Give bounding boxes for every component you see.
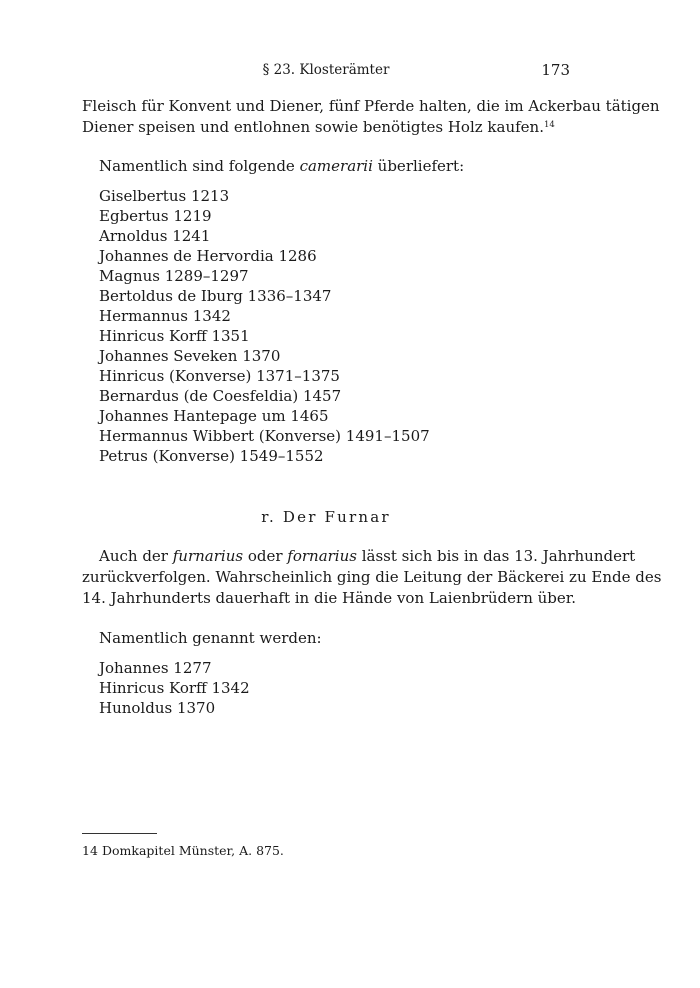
paragraph-line — [82, 546, 636, 567]
list-item: Hunoldus 1370 — [99, 699, 216, 717]
list-item: Hermannus 1342 — [99, 307, 231, 325]
furnar-paragraph — [82, 546, 662, 609]
list-item: Hinricus (Konverse) 1371–1375 — [99, 367, 340, 385]
paragraph-line-text: Auch der — [99, 547, 173, 565]
list-item: Johannes 1277 — [99, 659, 212, 677]
intro-text: überliefert: — [372, 157, 465, 175]
section-heading: r. Der Furnar — [261, 508, 391, 526]
running-title: § 23. Klosterämter — [262, 62, 390, 78]
footnote-text: Domkapitel Münster, A. 875. — [102, 843, 284, 858]
page-number: 173 — [541, 61, 570, 79]
footnote — [82, 843, 284, 858]
list-item: Petrus (Konverse) 1549–1552 — [99, 447, 324, 465]
list-item: Hermannus Wibbert (Konverse) 1491–1507 — [99, 427, 430, 445]
list-item: Egbertus 1219 — [99, 207, 212, 225]
running-header — [82, 62, 570, 82]
list-item: Bertoldus de Iburg 1336–1347 — [99, 287, 332, 305]
paragraph-line: zurückverfolgen. Wahrscheinlich ging die Leitung der Bäckerei zu Ende des — [82, 568, 662, 586]
paragraph-line-text: Diener speisen und entlohnen sowie benötigtes Holz kaufen. — [82, 118, 544, 136]
list-item: Johannes de Hervordia 1286 — [99, 247, 317, 265]
footnote-reference[interactable]: 14 — [543, 120, 555, 130]
camerarii-list — [99, 186, 430, 466]
list-item: Arnoldus 1241 — [99, 227, 211, 245]
furnar-list — [99, 658, 250, 718]
paragraph-line: 14. Jahrhunderts dauerhaft in die Hände von Laienbrüdern über. — [82, 589, 577, 607]
camerarii-intro — [99, 156, 464, 177]
paragraph-line-text: lässt sich bis in das 13. Jahrhundert — [356, 547, 636, 565]
footnote-number: 14 — [82, 843, 98, 858]
list-item: Hinricus Korff 1342 — [99, 679, 250, 697]
list-item: Johannes Hantepage um 1465 — [99, 407, 329, 425]
list-item: Giselbertus 1213 — [99, 187, 230, 205]
list-item: Magnus 1289–1297 — [99, 267, 249, 285]
paragraph-line — [82, 117, 570, 138]
furnar-intro: Namentlich genannt werden: — [99, 629, 322, 647]
intro-text: Namentlich sind folgende — [99, 157, 300, 175]
list-item: Bernardus (de Coesfeldia) 1457 — [99, 387, 342, 405]
paragraph-line: Fleisch für Konvent und Diener, fünf Pferde halten, die im Ackerbau tätigen — [82, 97, 660, 115]
list-item: Hinricus Korff 1351 — [99, 327, 250, 345]
paragraph-continuation — [82, 96, 660, 138]
latin-term: camerarii — [299, 157, 373, 175]
footnote-divider — [82, 833, 157, 834]
paragraph-line-text: oder — [243, 547, 288, 565]
latin-term: fornarius — [287, 547, 357, 565]
list-item: Johannes Seveken 1370 — [99, 347, 281, 365]
latin-term: furnarius — [172, 547, 244, 565]
